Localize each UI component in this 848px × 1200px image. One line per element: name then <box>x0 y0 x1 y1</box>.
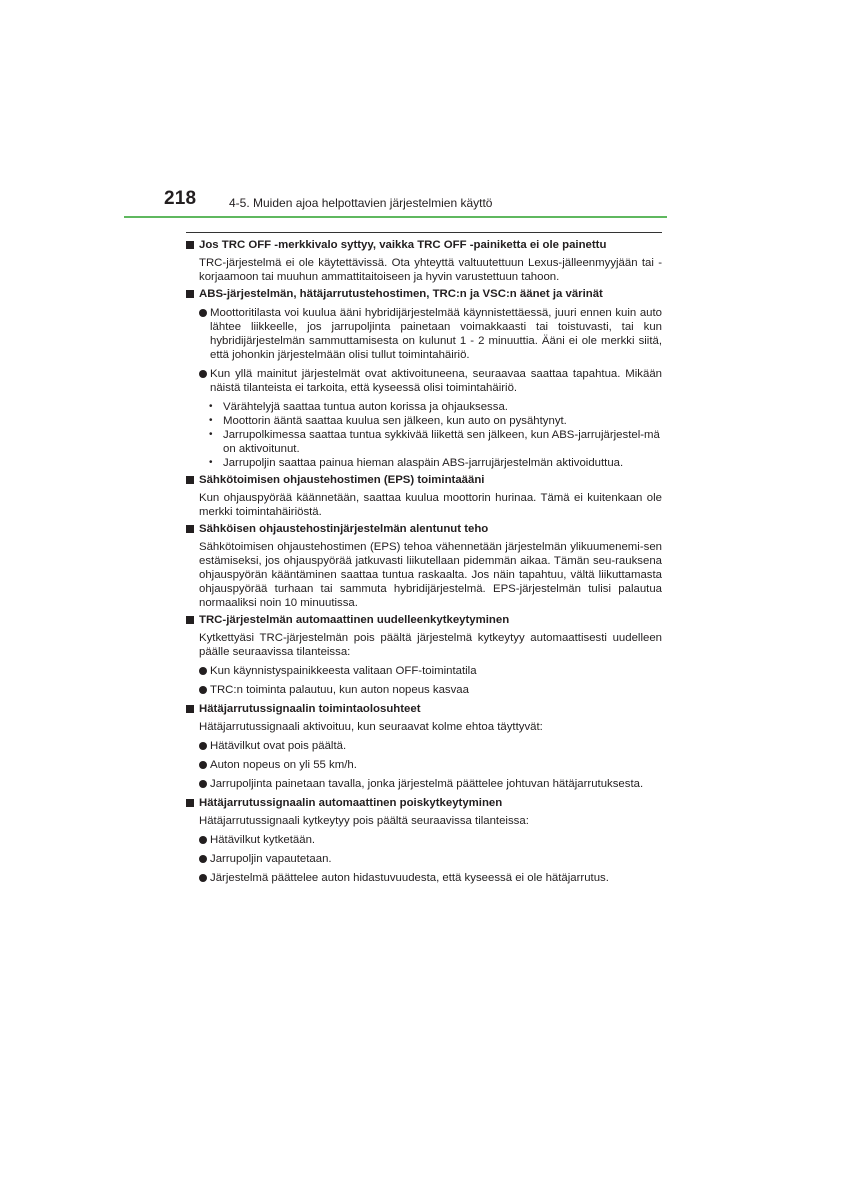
section-eps-reduced <box>186 522 662 610</box>
paragraph: Kytkettyäsi TRC-järjestelmän pois päältä järjestelmä kytkeytyy automaattisesti uudelleen päälle seuraavissa tilanteissa: <box>199 632 662 658</box>
list-item <box>199 871 662 885</box>
section-heading-text: Jos TRC OFF -merkkivalo syttyy, vaikka TRC OFF -painiketta ei ole painettu <box>199 239 607 251</box>
list-item <box>199 664 662 678</box>
list-item <box>199 739 662 753</box>
dot-bullet-icon: • <box>209 457 213 468</box>
list-item-text: Järjestelmä päättelee auton hidastuvuudesta, että kyseessä ei ole hätäjarrutus. <box>210 872 609 884</box>
sub-list-item-text: Moottorin ääntä saattaa kuulua sen jälkeen, kun auto on pysähtynyt. <box>223 415 567 427</box>
sub-list-item-text: Värähtelyjä saattaa tuntua auton korissa ja ohjauksessa. <box>223 401 508 413</box>
sub-list-item-text: Jarrupoljin saattaa painua hieman alaspäin ABS-jarrujärjestelmän aktivoiduttua. <box>223 457 624 469</box>
paragraph: TRC-järjestelmä ei ole käytettävissä. Ota yhteyttä valtuutettuun Lexus-jälleenmyyjään tai -korjaamoon tai muuhun ammattitaitoiseen ja hyvin varustettuun tahoon. <box>199 257 662 283</box>
round-bullet-icon <box>199 370 207 378</box>
page-number: 218 <box>164 188 197 209</box>
section-heading-text: Hätäjarrutussignaalin toimintaolosuhteet <box>199 703 421 715</box>
section-heading-text: Sähkötoimisen ohjaustehostimen (EPS) toimintaääni <box>199 474 485 486</box>
section-heading-text: TRC-järjestelmän automaattinen uudelleenkytkeytyminen <box>199 614 510 626</box>
square-bullet-icon <box>186 799 194 807</box>
list-item <box>199 683 662 697</box>
dot-bullet-icon: • <box>209 429 213 440</box>
header-rule <box>124 216 667 218</box>
list-item-text: Moottoritilasta voi kuulua ääni hybridijärjestelmää käynnistettäessä, juuri ennen kuin auto lähtee liikkeelle, jos jarrupoljinta painetaan voimakkaasti tai toistuvasti, tai kun hybridijärjestelmän sammuttamisesta on kulunut 1 - 2 minuuttia. Ääni ei ole merkki siitä, että johonkin järjestelmään olisi tullut toimintahäiriö. <box>210 307 662 361</box>
top-rule <box>186 232 662 233</box>
round-bullet-icon <box>199 742 207 750</box>
list-item <box>199 833 662 847</box>
section-heading <box>186 238 662 252</box>
round-bullet-icon <box>199 761 207 769</box>
round-bullet-icon <box>199 780 207 788</box>
page-content <box>186 238 662 890</box>
square-bullet-icon <box>186 476 194 484</box>
square-bullet-icon <box>186 241 194 249</box>
sub-list-item <box>199 428 662 456</box>
list-item-text: Jarrupoljinta painetaan tavalla, jonka järjestelmä päättelee johtuvan hätäjarrutuksesta. <box>210 778 644 790</box>
section-heading <box>186 796 662 810</box>
list-item-text: Hätävilkut kytketään. <box>210 834 316 846</box>
section-heading <box>186 702 662 716</box>
sub-list-item <box>199 414 662 428</box>
section-heading <box>186 522 662 536</box>
paragraph: Kun ohjauspyörää käännetään, saattaa kuulua moottorin hurinaa. Tämä ei kuitenkaan ole merkki toimintahäiriöstä. <box>199 492 662 518</box>
section-heading <box>186 613 662 627</box>
sub-list-item <box>199 400 662 414</box>
list-item-text: Kun käynnistyspainikkeesta valitaan OFF-toimintatila <box>210 665 477 677</box>
paragraph: Hätäjarrutussignaali kytkeytyy pois päältä seuraavissa tilanteissa: <box>199 815 529 827</box>
list-item <box>199 758 662 772</box>
list-item-text: Hätävilkut ovat pois päältä. <box>210 740 347 752</box>
list-item-text: Auton nopeus on yli 55 km/h. <box>210 759 357 771</box>
round-bullet-icon <box>199 686 207 694</box>
section-heading-text: Hätäjarrutussignaalin automaattinen poiskytkeytyminen <box>199 797 503 809</box>
round-bullet-icon <box>199 874 207 882</box>
dot-bullet-icon: • <box>209 401 213 412</box>
section-trc-off <box>186 238 662 284</box>
round-bullet-icon <box>199 836 207 844</box>
round-bullet-icon <box>199 855 207 863</box>
section-abs-sounds <box>186 287 662 470</box>
list-item-text: TRC:n toiminta palautuu, kun auton nopeus kasvaa <box>210 684 469 696</box>
list-item-text: Kun yllä mainitut järjestelmät ovat aktivoituneena, seuraavaa saattaa tapahtua. Mikään näistä tilanteista ei tarkoita, että kyseessä olisi toimintahäiriö. <box>210 368 662 394</box>
section-heading <box>186 287 662 301</box>
paragraph: Hätäjarrutussignaali aktivoituu, kun seuraavat kolme ehtoa täyttyvät: <box>199 721 543 733</box>
square-bullet-icon <box>186 705 194 713</box>
section-heading-text: ABS-järjestelmän, hätäjarrutustehostimen, TRC:n ja VSC:n äänet ja värinät <box>199 288 603 300</box>
round-bullet-icon <box>199 667 207 675</box>
round-bullet-icon <box>199 309 207 317</box>
square-bullet-icon <box>186 616 194 624</box>
list-item <box>199 306 662 362</box>
list-item <box>199 367 662 395</box>
section-heading <box>186 473 662 487</box>
section-heading-text: Sähköisen ohjaustehostinjärjestelmän alentunut teho <box>199 523 489 535</box>
section-emergency-brake-deactivation <box>186 796 662 885</box>
section-eps-sound <box>186 473 662 519</box>
section-trc-reactivation <box>186 613 662 697</box>
sub-list <box>199 400 662 470</box>
sub-list-item-text: Jarrupolkimessa saattaa tuntua sykkivää liikettä sen jälkeen, kun ABS-jarrujärjestel-mä on aktivoitunut. <box>223 429 660 455</box>
square-bullet-icon <box>186 290 194 298</box>
dot-bullet-icon: • <box>209 415 213 426</box>
chapter-title: 4-5. Muiden ajoa helpottavien järjestelmien käyttö <box>229 196 493 210</box>
section-emergency-brake-conditions <box>186 702 662 791</box>
sub-list-item <box>199 456 662 470</box>
list-item <box>199 852 662 866</box>
square-bullet-icon <box>186 525 194 533</box>
list-item-text: Jarrupoljin vapautetaan. <box>210 853 332 865</box>
paragraph: Sähkötoimisen ohjaustehostimen (EPS) tehoa vähennetään järjestelmän ylikuumenemi-sen estämiseksi, jos ohjauspyörää jatkuvasti liikutellaan pidemmän aikaa. Tämän seu-rauksena ohjauspyörän kääntäminen saattaa tuntua raskaalta. Jos näin tapahtuu, vältä liikuttamasta ohjauspyörää turhaan tai sammuta hybridijärjestelmä. EPS-järjestelmän tulisi palautua normaaliksi noin 10 minuutissa. <box>199 541 662 609</box>
list-item <box>199 777 662 791</box>
